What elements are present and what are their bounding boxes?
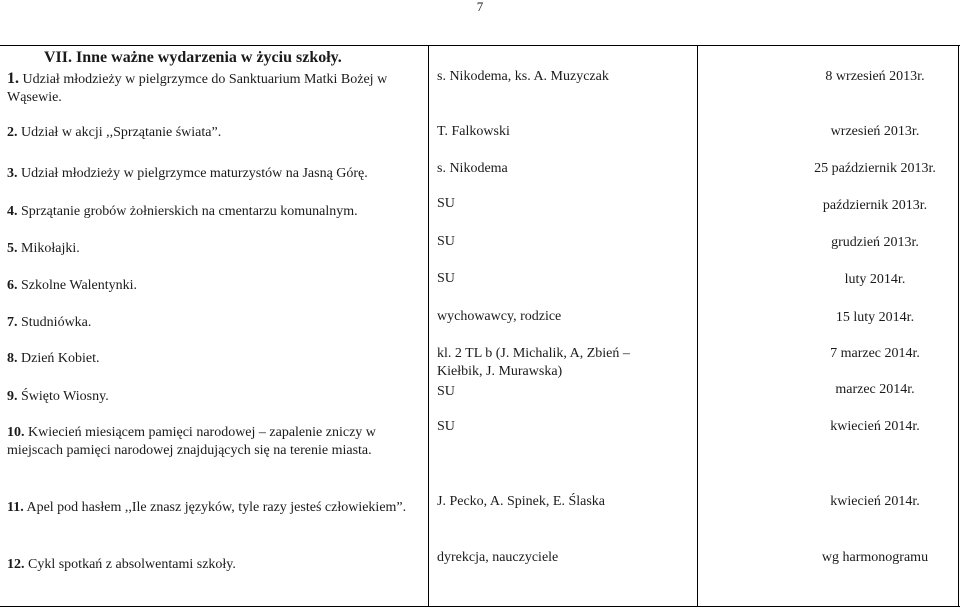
event-text: Kwiecień miesiącem pamięci narodowej – zapalenie zniczy w miejscach pamięci narodowej znajdujących się na terenie miasta.	[7, 425, 376, 458]
date-cell: kwiecień 2014r.	[830, 494, 920, 509]
table-row-event	[7, 350, 422, 368]
column-divider	[428, 45, 429, 606]
responsible-cell: SU	[437, 196, 455, 211]
event-text: Udział młodzieży w pielgrzymce maturzystów na Jasną Górę.	[21, 166, 368, 181]
date-cell: kwiecień 2014r.	[830, 419, 920, 434]
event-text: Udział młodzieży w pielgrzymce do Sanktuarium Matki Bożej w Wąsewie.	[7, 72, 388, 105]
event-text: Mikołajki.	[21, 241, 80, 256]
event-text: Święto Wiosny.	[21, 389, 109, 404]
responsible-cell: J. Pecko, A. Spinek, E. Ślaska	[437, 494, 605, 509]
table-row-event	[7, 388, 422, 406]
date-cell: grudzień 2013r.	[831, 235, 919, 250]
event-text: Cykl spotkań z absolwentami szkoły.	[28, 557, 236, 572]
row-number: 8.	[7, 351, 18, 366]
row-number: 12.	[7, 557, 25, 572]
row-number: 9.	[7, 389, 18, 404]
row-number: 6.	[7, 278, 18, 293]
table-row-event	[7, 70, 422, 107]
responsible-cell: SU	[437, 234, 455, 249]
date-cell: 7 marzec 2014r.	[830, 346, 920, 361]
table-row-event	[7, 203, 422, 221]
responsible-cell: wychowawcy, rodzice	[437, 309, 562, 324]
row-number: 3.	[7, 166, 18, 181]
table-row-event	[7, 424, 422, 460]
table-row-event	[7, 124, 422, 142]
row-number: 10.	[7, 425, 25, 440]
column-divider	[958, 45, 959, 606]
event-text: Studniówka.	[21, 315, 92, 330]
row-number: 1.	[7, 70, 19, 87]
responsible-cell: T. Falkowski	[437, 124, 510, 139]
table-row-event	[7, 277, 422, 295]
date-cell: 8 wrzesień 2013r.	[825, 69, 925, 84]
table-top-border	[0, 45, 960, 46]
responsible-cell: kl. 2 TL b (J. Michalik, A, Zbień – Kiełbik, J. Murawska)	[437, 346, 630, 379]
event-text: Apel pod hasłem ,,Ile znasz języków, tyle razy jesteś człowiekiem”.	[26, 500, 407, 515]
row-number: 7.	[7, 315, 18, 330]
responsible-cell: SU	[437, 271, 455, 286]
event-text: Udział w akcji ,,Sprzątanie świata”.	[21, 125, 222, 140]
event-text: Dzień Kobiet.	[21, 351, 100, 366]
table-row-event	[7, 165, 422, 183]
section-heading: VII. Inne ważne wydarzenia w życiu szkoły.	[44, 49, 342, 66]
date-cell: 25 październik 2013r.	[814, 161, 936, 176]
date-cell: wrzesień 2013r.	[830, 124, 920, 139]
date-cell: 15 luty 2014r.	[835, 310, 915, 325]
responsible-cell: s. Nikodema, ks. A. Muzyczak	[437, 69, 609, 84]
table-row-event	[7, 499, 422, 517]
event-text: Sprzątanie grobów żołnierskich na cmentarzu komunalnym.	[21, 204, 358, 219]
row-number: 4.	[7, 204, 18, 219]
responsible-cell: SU	[437, 419, 455, 434]
event-text: Szkolne Walentynki.	[21, 278, 138, 293]
responsible-cell: s. Nikodema	[437, 161, 508, 176]
date-cell: wg harmonogramu	[821, 550, 929, 565]
responsible-cell: dyrekcja, nauczyciele	[437, 550, 559, 565]
responsible-cell: SU	[437, 384, 455, 399]
date-cell: październik 2013r.	[822, 198, 928, 213]
row-number: 5.	[7, 241, 18, 256]
row-number: 11.	[7, 500, 24, 515]
table-row-event	[7, 314, 422, 332]
page-number: 7	[476, 0, 484, 14]
table-row-event	[7, 556, 422, 574]
table-row-event	[7, 240, 422, 258]
row-number: 2.	[7, 125, 18, 140]
date-cell: marzec 2014r.	[835, 382, 915, 397]
table-bottom-border	[0, 606, 960, 607]
column-divider	[697, 45, 698, 606]
date-cell: luty 2014r.	[844, 272, 906, 287]
